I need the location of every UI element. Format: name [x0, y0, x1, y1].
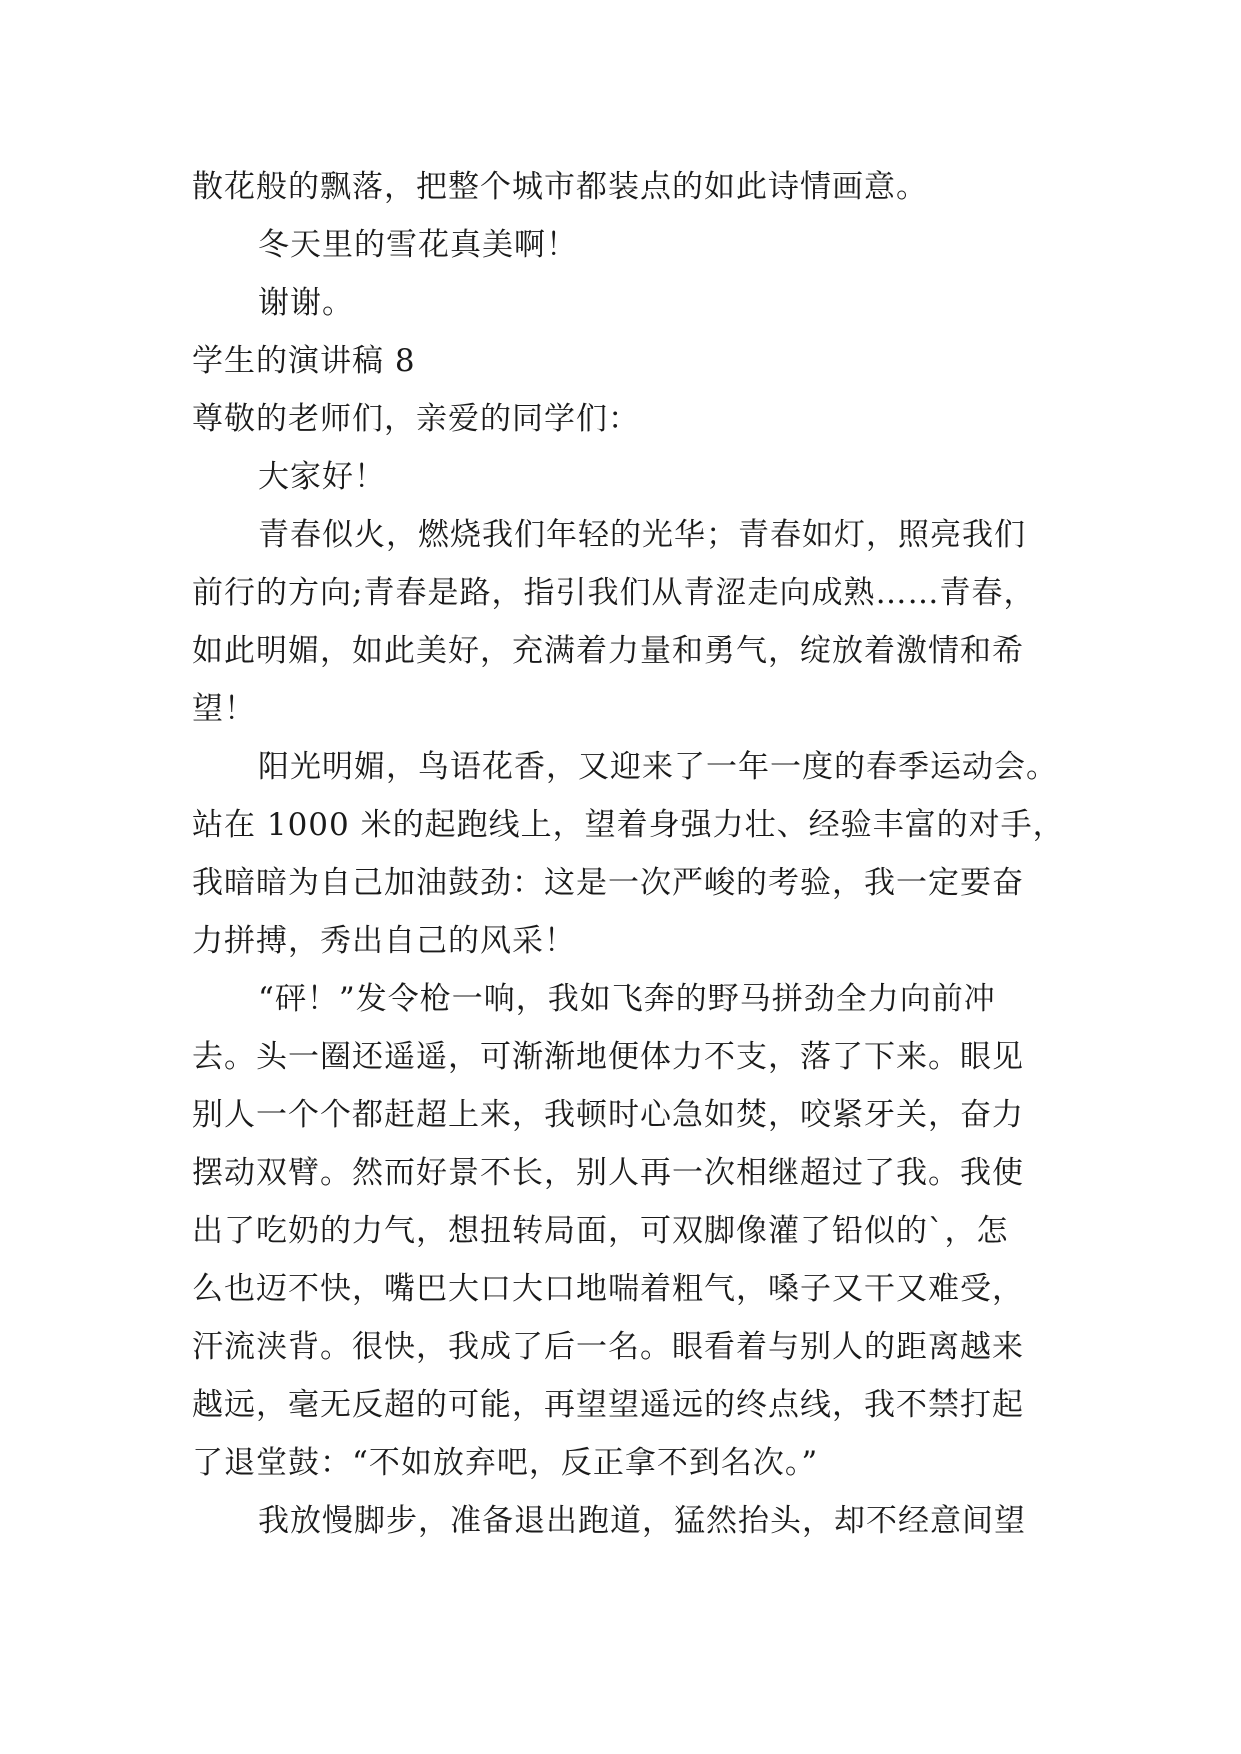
- text-line: “砰！”发令枪一响，我如飞奔的野马拼劲全力向前冲: [258, 981, 996, 1017]
- text-line: 了退堂鼓：“不如放弃吧，反正拿不到名次。”: [192, 1445, 819, 1481]
- text-line: 学生的演讲稿 8: [192, 343, 416, 379]
- text-line: 去。头一圈还遥遥，可渐渐地便体力不支，落了下来。眼见: [192, 1039, 1024, 1075]
- text-line: 力拼搏，秀出自己的风采！: [192, 923, 576, 959]
- text-line: 站在 1000 米的起跑线上，望着身强力壮、经验丰富的对手，: [192, 807, 1065, 843]
- text-line: 我暗暗为自己加油鼓劲：这是一次严峻的考验，我一定要奋: [192, 865, 1024, 901]
- text-line: 汗流浃背。很快，我成了后一名。眼看着与别人的距离越来: [192, 1329, 1024, 1365]
- text-line: 我放慢脚步，准备退出跑道，猛然抬头，却不经意间望: [258, 1503, 1026, 1539]
- text-line: 阳光明媚，鸟语花香，又迎来了一年一度的春季运动会。: [258, 749, 1058, 785]
- text-line: 么也迈不快，嘴巴大口大口地喘着粗气，嗓子又干又难受，: [192, 1271, 1024, 1307]
- text-line: 尊敬的老师们，亲爱的同学们：: [192, 401, 640, 437]
- document-body: [192, 158, 1067, 1550]
- text-line: 别人一个个都赶超上来，我顿时心急如焚，咬紧牙关，奋力: [192, 1097, 1024, 1133]
- text-line: 冬天里的雪花真美啊！: [258, 227, 578, 263]
- text-line: 越远，毫无反超的可能，再望望遥远的终点线，我不禁打起: [192, 1387, 1024, 1423]
- text-line: 大家好！: [258, 459, 386, 495]
- text-line: 谢谢。: [258, 285, 354, 321]
- text-line: 如此明媚，如此美好，充满着力量和勇气，绽放着激情和希: [192, 633, 1024, 669]
- text-line: 出了吃奶的力气，想扭转局面，可双脚像灌了铅似的`，怎: [192, 1213, 1009, 1249]
- text-line: 摆动双臂。然而好景不长，别人再一次相继超过了我。我使: [192, 1155, 1024, 1191]
- text-line: 散花般的飘落，把整个城市都装点的如此诗情画意。: [192, 169, 928, 205]
- text-line: 青春似火，燃烧我们年轻的光华；青春如灯，照亮我们: [258, 517, 1026, 553]
- text-line: 望！: [192, 691, 256, 727]
- text-line: 前行的方向;青春是路，指引我们从青涩走向成熟……青春，: [192, 575, 1036, 611]
